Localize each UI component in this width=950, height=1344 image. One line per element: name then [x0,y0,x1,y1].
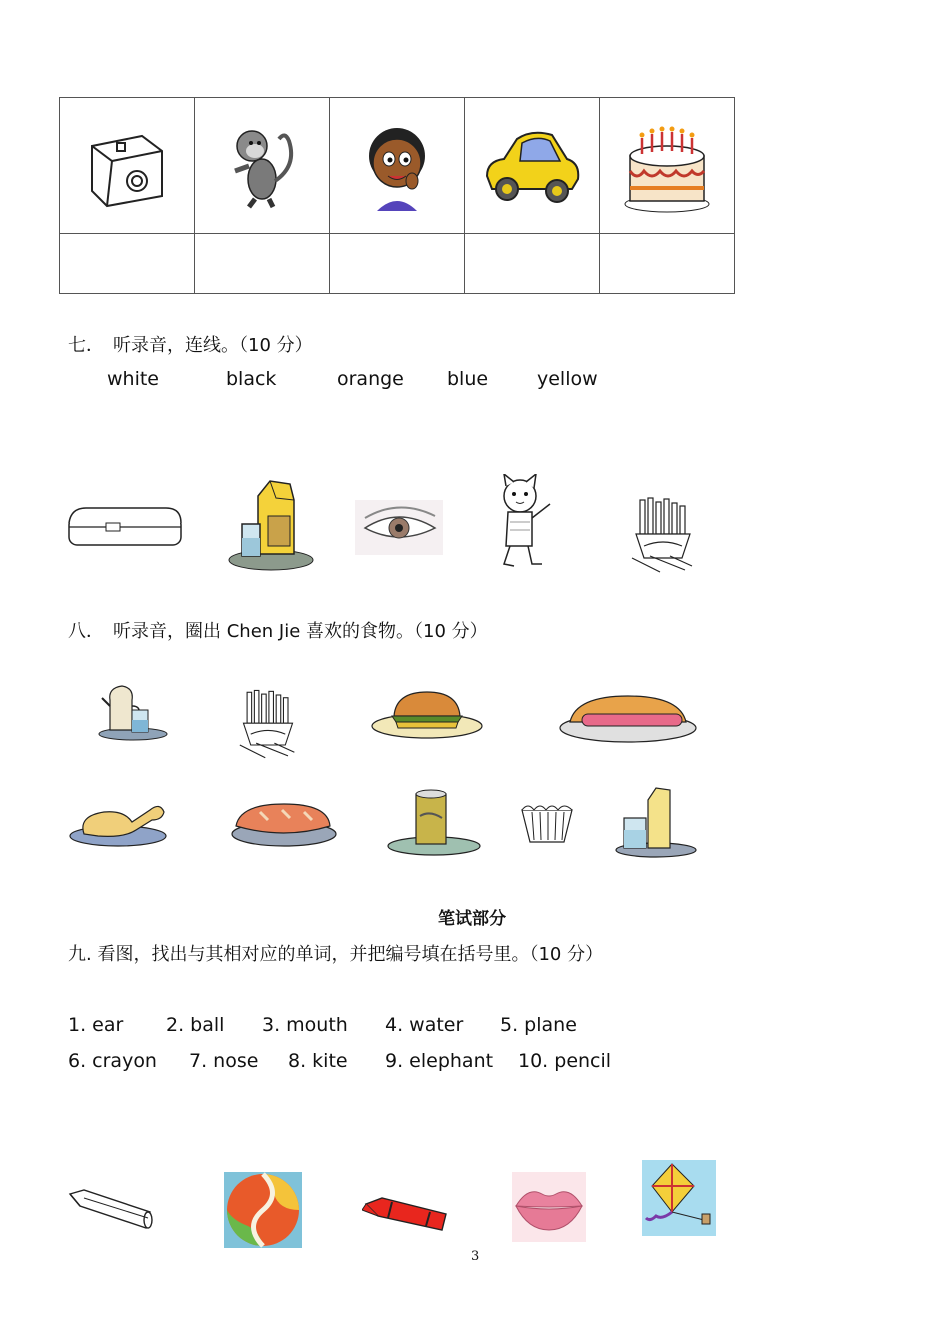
table-cell [600,98,735,234]
written-section-title: 笔试部分 [438,909,506,929]
answer-cell[interactable] [465,234,600,294]
bread-icon [230,796,338,848]
word-option: 10. pencil [518,1050,612,1072]
cat-icon [480,474,566,572]
eye-icon [355,500,443,555]
word-option: 8. kite [288,1050,348,1072]
q7-heading: 七． 听录音，连线。（10 分） [68,335,313,356]
french-fries-icon [238,686,298,764]
boy-icon [352,121,442,211]
mouth-icon [512,1172,586,1242]
answer-cell[interactable] [600,234,735,294]
birthday-cake-icon [622,116,712,216]
crayon-icon [362,1190,450,1234]
picture-table [59,97,735,294]
color-word: white [107,368,159,390]
hot-dog-icon [558,690,698,744]
word-option: 6. crayon [68,1050,157,1072]
kite-icon [642,1160,716,1236]
table-cell [60,98,195,234]
word-option: 5. plane [500,1014,577,1036]
pencil-box-icon [66,503,184,548]
word-option: 3. mouth [262,1014,348,1036]
color-word: black [226,368,277,390]
table-cell [330,98,465,234]
word-option: 1. ear [68,1014,124,1036]
color-word: orange [337,368,404,390]
hamburger-icon [370,688,484,740]
answer-cell[interactable] [195,234,330,294]
cake-icon [518,800,576,846]
table-cell [195,98,330,234]
juice-icon [228,476,314,572]
pencil-icon [68,1186,154,1232]
q8-heading: 八． 听录音，圈出 Chen Jie 喜欢的食物。（10 分） [68,621,488,642]
word-option: 4. water [385,1014,464,1036]
ball-icon [224,1172,302,1248]
monkey-icon [217,121,307,211]
french-fries-icon [630,496,696,576]
color-word: yellow [537,368,598,390]
color-word: blue [447,368,489,390]
q9-heading: 九. 看图，找出与其相对应的单词，并把编号填在括号里。（10 分） [68,944,604,965]
coke-icon [386,788,482,856]
answer-cell[interactable] [330,234,465,294]
tea-icon [98,680,168,742]
table-cell [465,98,600,234]
car-icon [482,121,582,211]
answer-cell[interactable] [60,234,195,294]
chicken-icon [68,796,168,848]
word-option: 2. ball [166,1014,225,1036]
word-option: 9. elephant [385,1050,494,1072]
milk-icon [614,786,698,858]
page-number: 3 [471,1249,480,1264]
word-option: 7. nose [189,1050,259,1072]
pencil-sharpener-icon [82,121,172,211]
